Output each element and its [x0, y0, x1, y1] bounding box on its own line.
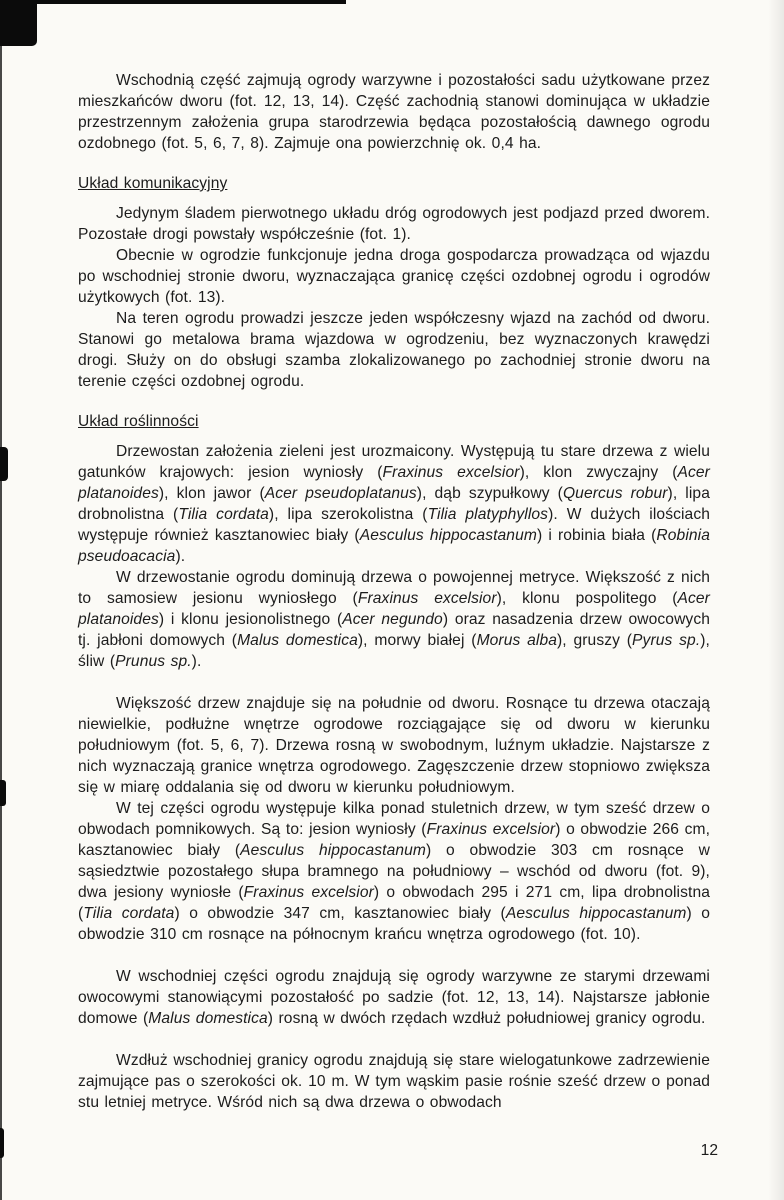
latin-species-name: Fraxinus excelsior [357, 590, 497, 607]
latin-species-name: Aesculus hippocastanum [359, 527, 537, 544]
paragraph-text: ) o obwodzie 266 cm, kasztanowiec biały ( [78, 821, 710, 859]
latin-species-name: Robinia pseudoacacia [78, 527, 710, 565]
latin-species-name: Tilia cordata [83, 905, 175, 922]
paragraph-text: ), klonu pospolitego ( [496, 590, 678, 607]
paragraph-text: ), klon jawor ( [158, 485, 265, 502]
paragraph-text: ), śliw ( [78, 632, 710, 670]
latin-species-name: Acer negundo [342, 611, 443, 628]
paragraph-text: Jedynym śladem pierwotnego układu dróg ogrodowych jest podjazd przed dworem. Pozostałe drogi powstały współcześnie (fot. 1). [78, 205, 710, 243]
paragraph-text: ) o obwodzie 303 cm rosnące w sąsiedztwie pozostałego słupa bramnego na południowy – wschód od dworu (fot. 9), dwa jesiony wyniosłe ( [78, 842, 710, 901]
latin-species-name: Malus domestica [148, 1010, 268, 1027]
paragraph-text: Wschodnią część zajmują ogrody warzywne i pozostałości sadu użytkowane przez mieszkańców dworu (fot. 12, 13, 14). Część zachodnią stanowi dominująca w układzie przestrzennym założenia grupa starodrzewia będąca pozostałością dawnego ogrodu ozdobnego (fot. 5, 6, 7, 8). Zajmuje ona powierzchnię ok. 0,4 ha. [78, 72, 710, 152]
latin-species-name: Prunus sp. [115, 653, 192, 670]
latin-species-name: Morus alba [476, 632, 558, 649]
paragraph-text: W tej części ogrodu występuje kilka ponad stuletnich drzew, w tym sześć drzew o obwodach pomnikowych. Są to: jesion wyniosły ( [78, 800, 710, 838]
latin-species-name: Aesculus hippocastanum [240, 842, 427, 859]
paragraph-text: ), lipa drobnolistna ( [78, 485, 710, 523]
paragraph-text: W wschodniej części ogrodu znajdują się ogrody warzywne ze starymi drzewami owocowymi stanowiącymi pozostałość po sadzie (fot. 12, 13, 14). Najstarsze jabłonie domowe ( [78, 968, 710, 1027]
paragraph-text: ), morwy białej ( [357, 632, 477, 649]
paragraph [78, 203, 710, 245]
page-number: 12 [700, 1142, 718, 1159]
paragraph-text: ) o obwodzie 310 cm rosnące na północnym krańcu wnętrza ogrodowego (fot. 10). [78, 905, 710, 943]
latin-species-name: Tilia cordata [178, 506, 269, 523]
latin-species-name: Aesculus hippocastanum [505, 905, 687, 922]
paragraph [78, 567, 710, 672]
paragraph [78, 798, 710, 945]
paragraph [78, 1050, 710, 1113]
paragraph-text: Większość drzew znajduje się na południe od dworu. Rosnące tu drzewa otaczają niewielkie, podłużne wnętrze ogrodowe rozciągające się od dworu w kierunku południowym (fot. 5, 6, 7). Drzewa rosną w swobodnym, luźnym układzie. Najstarsze z nich wyznaczają granice wnętrza ogrodowego. Zagęszczenie drzew stopniowo zwiększa się w miarę oddalania się od dworu w kierunku południowym. [78, 695, 710, 796]
paragraph [78, 70, 710, 154]
document-body [78, 70, 710, 1113]
paragraph-text: ) o obwodzie 347 cm, kasztanowiec biały ( [174, 905, 506, 922]
paragraph-text: ) rosną w dwóch rzędach wzdłuż południowej granicy ogrodu. [267, 1010, 706, 1027]
paragraph-text: ), gruszy ( [557, 632, 633, 649]
paragraph-text: ), klon zwyczajny ( [519, 464, 678, 481]
paragraph [78, 693, 710, 798]
paragraph-text: Drzewostan założenia zieleni jest urozmaicony. Występują tu stare drzewa z wielu gatunków krajowych: jesion wyniosły ( [78, 443, 710, 481]
scan-artifact-left-blob-3 [0, 1128, 4, 1158]
paragraph [78, 441, 710, 567]
section-heading: Układ roślinności [78, 413, 199, 430]
latin-species-name: Fraxinus excelsior [426, 821, 556, 838]
latin-species-name: Acer platanoides [78, 590, 710, 628]
latin-species-name: Acer pseudoplatanus [264, 485, 417, 502]
paragraph-text: ), lipa szerokolistna ( [268, 506, 428, 523]
paragraph-text: ). [175, 548, 186, 565]
latin-species-name: Quercus robur [562, 485, 668, 502]
scan-edge-shadow [768, 0, 784, 1200]
scan-artifact-left-blob-2 [0, 780, 6, 806]
latin-species-name: Acer platanoides [78, 464, 710, 502]
paragraph-text: W drzewostanie ogrodu dominują drzewa o powojennej metryce. Większość z nich to samosiew jesionu wyniosłego ( [78, 569, 710, 607]
latin-species-name: Tilia platyphyllos [427, 506, 549, 523]
paragraph-text: ) i klonu jesionolistnego ( [158, 611, 343, 628]
latin-species-name: Fraxinus excelsior [243, 884, 374, 901]
paragraph [78, 966, 710, 1029]
paragraph-text: Na teren ogrodu prowadzi jeszcze jeden współczesny wjazd na zachód od dworu. Stanowi go metalowa brama wjazdowa w ogrodzeniu, bez wyznaczonych krawędzi drogi. Służy on do obsługi szamba zlokalizowanego po zachodniej stronie dworu na terenie części ozdobnej ogrodu. [78, 310, 710, 390]
paragraph-text: Wzdłuż wschodniej granicy ogrodu znajdują się stare wielogatunkowe zadrzewienie zajmujące pas o szerokości ok. 10 m. W tym wąskim pasie rośnie sześć drzew o ponad stu letniej metryce. Wśród nich są dwa drzewa o obwodach [78, 1052, 710, 1111]
paragraph-text: ), dąb szypułkowy ( [416, 485, 563, 502]
scan-artifact-corner-block [0, 0, 37, 46]
paragraph-text: ) o obwodach 295 i 271 cm, lipa drobnolistna ( [78, 884, 710, 922]
paragraph-text: ). W dużych ilościach występuje również kasztanowiec biały ( [78, 506, 710, 544]
paragraph-text: ) oraz nasadzenia drzew owocowych tj. jabłoni domowych ( [78, 611, 710, 649]
scan-artifact-left-edge [0, 0, 2, 1200]
paragraph-text: ). [191, 653, 202, 670]
latin-species-name: Malus domestica [237, 632, 358, 649]
scan-artifact-top-edge [0, 0, 346, 4]
paragraph [78, 245, 710, 308]
section-heading: Układ komunikacyjny [78, 175, 228, 192]
paragraph [78, 308, 710, 392]
scan-artifact-left-blob-1 [0, 447, 8, 481]
latin-species-name: Pyrus sp. [632, 632, 701, 649]
paragraph-text: Obecnie w ogrodzie funkcjonuje jedna droga gospodarcza prowadząca od wjazdu po wschodniej stronie dworu, wyznaczająca granicę części ozdobnej ogrodu i ogrodów użytkowych (fot. 13). [78, 247, 710, 306]
latin-species-name: Fraxinus excelsior [382, 464, 520, 481]
paragraph-text: ) i robinia biała ( [536, 527, 657, 544]
